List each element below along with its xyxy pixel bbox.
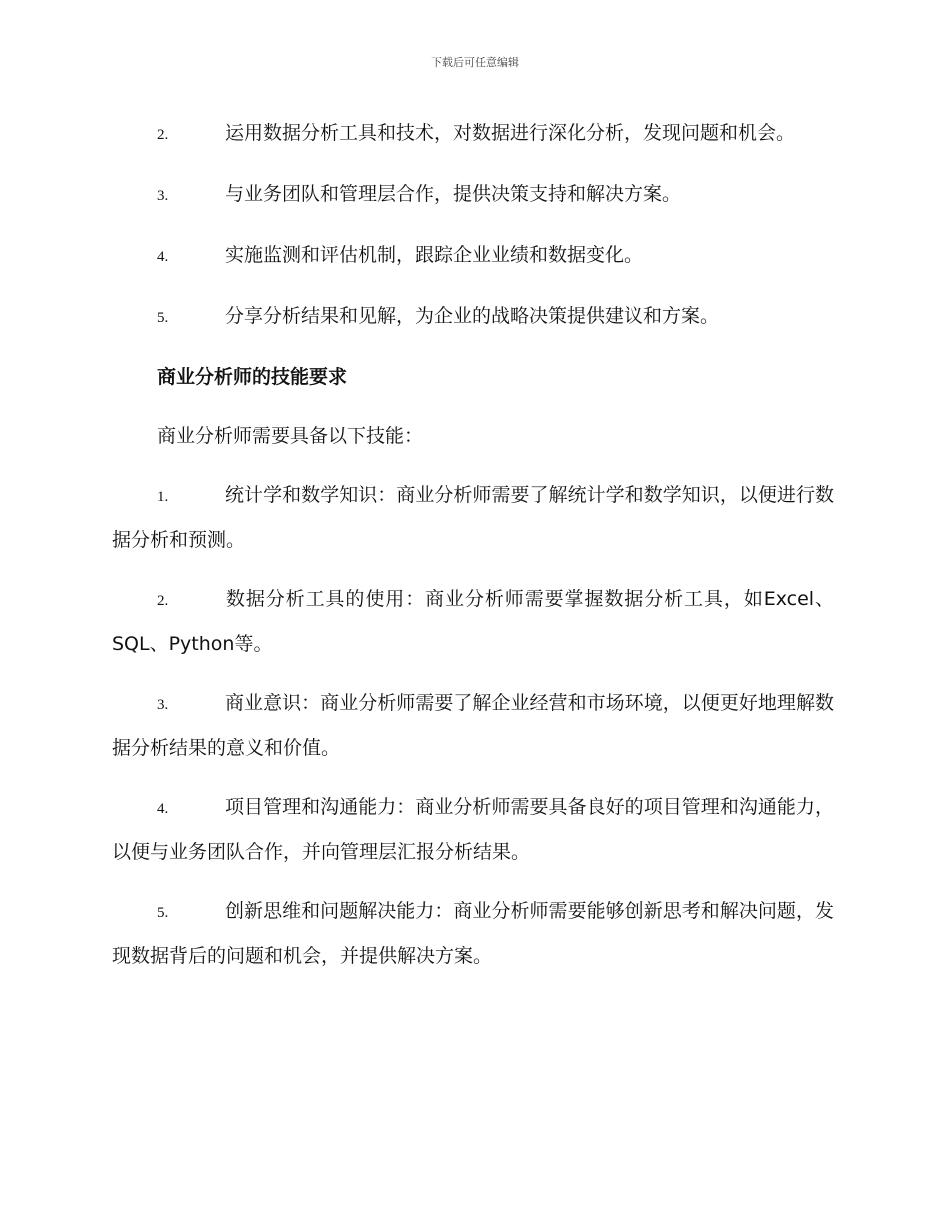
list-item bbox=[112, 578, 834, 666]
section-intro: 商业分析师需要具备以下技能： bbox=[157, 425, 424, 447]
list-item-number: 2. bbox=[157, 127, 169, 143]
list-item-number: 5. bbox=[157, 310, 169, 326]
list-item-number: 3. bbox=[157, 697, 169, 713]
list-item-number: 4. bbox=[157, 801, 169, 817]
list-item-text: 统计学和数学知识：商业分析师需要了解统计学和数学知识，以便进行数据分析和预测。 bbox=[112, 484, 834, 551]
list-item-text: 分享分析结果和见解，为企业的战略决策提供建议和方案。 bbox=[225, 305, 720, 327]
list-item bbox=[112, 474, 834, 562]
list-item-text: 与业务团队和管理层合作，提供决策支持和解决方案。 bbox=[225, 183, 682, 205]
section-heading: 商业分析师的技能要求 bbox=[157, 366, 348, 388]
list-item-number: 1. bbox=[157, 489, 169, 505]
list-item bbox=[112, 786, 834, 874]
list-item-number: 4. bbox=[157, 249, 169, 265]
list-item-text: 实施监测和评估机制，跟踪企业业绩和数据变化。 bbox=[225, 244, 644, 266]
list-item-text: 数据分析工具的使用：商业分析师需要掌握数据分析工具，如Excel、SQL、Python等。 bbox=[112, 588, 834, 655]
list-item-text: 创新思维和问题解决能力：商业分析师需要能够创新思考和解决问题，发现数据背后的问题和机会，并提供解决方案。 bbox=[112, 900, 834, 967]
document-body bbox=[112, 112, 834, 994]
list-item bbox=[112, 890, 834, 978]
list-item bbox=[112, 682, 834, 770]
list-item-text: 项目管理和沟通能力：商业分析师需要具备良好的项目管理和沟通能力，以便与业务团队合作，并向管理层汇报分析结果。 bbox=[112, 796, 834, 863]
list-item-text: 商业意识：商业分析师需要了解企业经营和市场环境，以便更好地理解数据分析结果的意义和价值。 bbox=[112, 692, 834, 759]
list-item bbox=[112, 234, 834, 279]
list-item-number: 3. bbox=[157, 188, 169, 204]
list-item bbox=[112, 173, 834, 218]
list-item-number: 2. bbox=[157, 593, 169, 609]
list-item-number: 5. bbox=[157, 905, 169, 921]
list-item bbox=[112, 112, 834, 157]
list-item bbox=[112, 295, 834, 340]
list-item-text: 运用数据分析工具和技术，对数据进行深化分析，发现问题和机会。 bbox=[225, 122, 796, 144]
page-header: 下载后可任意编辑 bbox=[431, 56, 519, 69]
